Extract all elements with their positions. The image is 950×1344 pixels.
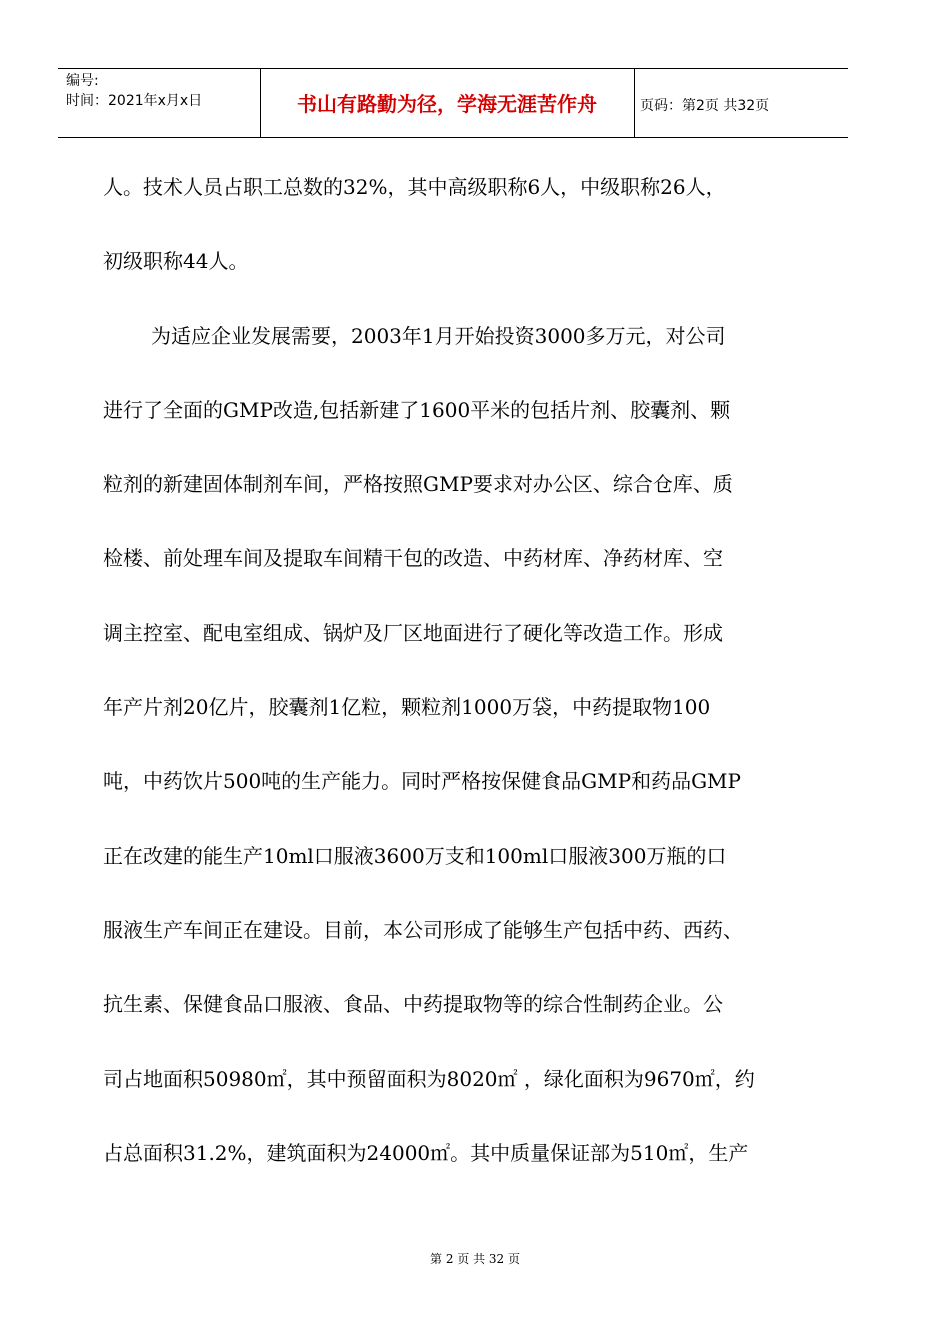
body-line: 进行了全面的GMP改造,包括新建了1600平米的包括片剂、胶囊剂、颗 — [103, 397, 731, 422]
body-line: 吨，中药饮片500吨的生产能力。同时严格按保健食品GMP和药品GMP — [103, 769, 741, 794]
body-line: 年产片剂20亿片，胶囊剂1亿粒，颗粒剂1000万袋，中药提取物100 — [103, 695, 711, 720]
body-line: 初级职称44人。 — [103, 249, 249, 274]
body-line: 司占地面积50980㎡，其中预留面积为8020㎡ ，绿化面积为9670㎡，约 — [103, 1066, 755, 1091]
page-header — [58, 68, 848, 138]
document-time-label: 时间：2021年x月x日 — [66, 93, 203, 109]
header-motto: 书山有路勤为径，学海无涯苦作舟 — [297, 92, 597, 116]
body-line: 服液生产车间正在建设。目前，本公司形成了能够生产包括中药、西药、 — [103, 917, 743, 942]
body-line: 调主控室、配电室组成、锅炉及厂区地面进行了硬化等改造工作。形成 — [103, 620, 723, 645]
document-body — [103, 150, 823, 1190]
body-line: 为适应企业发展需要，2003年1月开始投资3000多万元，对公司 — [151, 323, 726, 348]
document-number-label: 编号: — [66, 73, 99, 89]
body-line: 粒剂的新建固体制剂车间，严格按照GMP要求对办公区、综合仓库、质 — [103, 472, 733, 497]
body-line: 人。技术人员占职工总数的32%，其中高级职称6人，中级职称26人， — [103, 175, 726, 199]
page-footer: 第 2 页 共 32 页 — [430, 1252, 520, 1266]
header-page-info: 页码：第2页 共32页 — [640, 98, 770, 114]
body-line: 占总面积31.2%，建筑面积为24000㎡。其中质量保证部为510㎡，生产 — [103, 1140, 749, 1165]
header-meta — [66, 71, 202, 111]
body-line: 检楼、前处理车间及提取车间精干包的改造、中药材库、净药材库、空 — [103, 546, 723, 571]
body-line: 正在改建的能生产10ml口服液3600万支和100ml口服液300万瓶的口 — [103, 843, 727, 868]
header-divider — [634, 69, 635, 137]
body-line: 抗生素、保健食品口服液、食品、中药提取物等的综合性制药企业。公 — [103, 992, 723, 1017]
